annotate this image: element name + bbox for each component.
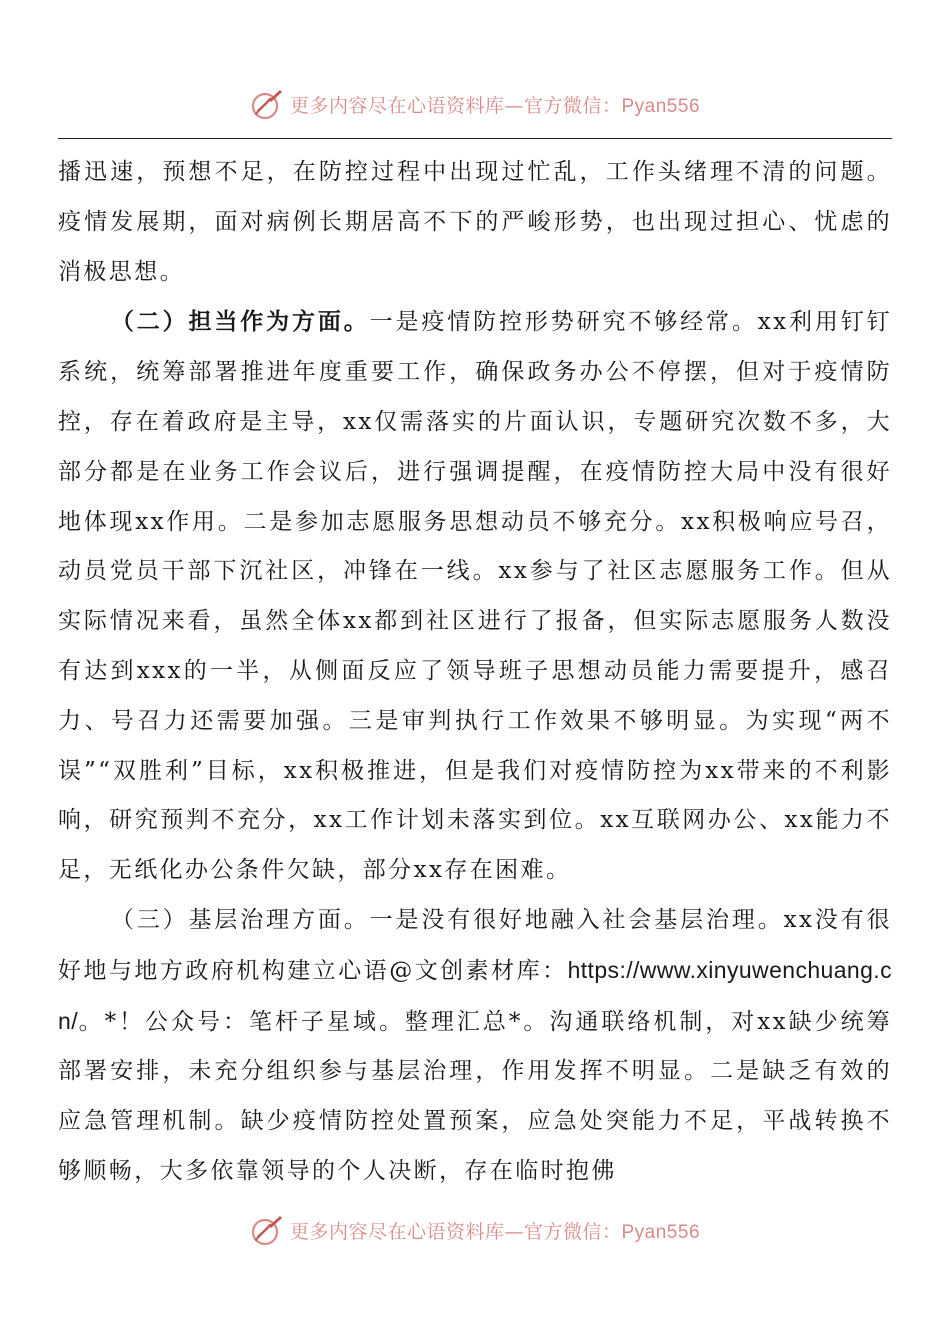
footer-watermark-banner [0, 1206, 950, 1254]
watermark-url: https://www.xinyuwenchuang.cn/ [58, 956, 892, 1034]
paragraph-continuation: 播迅速，预想不足，在防控过程中出现过忙乱，工作头绪理不清的问题。疫情发展期，面对病例长期居高不下的严峻形势，也出现过担心、忧虑的消极思想。 [58, 159, 892, 285]
paragraph-grassroots: （三）基层治理方面。一是没有很好地融入社会基层治理。xx没有很好地与地方政府机构建立心语@文创素材库：https://www.xinyuwenchuang.cn/。*！公众号：笔杆子星域。整理汇总*。沟通联络机制，对xx缺少统筹部署安排，未充分组织参与基层治理，作用发挥不明显。二是缺乏有效的应急管理机制。缺少疫情防控处置预案，应急处突能力不足，平战转换不够顺畅，大多依靠领导的个人决断，存在临时抱佛 [58, 906, 892, 1184]
document-body [58, 148, 892, 1197]
header-divider [58, 138, 892, 139]
footer-watermark-text: 更多内容尽在心语资料库—官方微信：Pyan556 [289, 1220, 701, 1243]
section-heading-2: （二）担当作为方面。 [110, 308, 370, 336]
paragraph-accountability: （二）担当作为方面。一是疫情防控形势研究不够经常。xx利用钉钉系统，统筹部署推进年度重要工作，确保政务办公不停摆，但对于疫情防控，存在着政府是主导，xx仅需落实的片面认识，专题研究次数不多，大部分都是在业务工作会议后，进行强调提醒，在疫情防控大局中没有很好地体现xx作用。二是参加志愿服务思想动员不够充分。xx积极响应号召，动员党员干部下沉社区，冲锋在一线。xx参与了社区志愿服务工作。但从实际情况来看，虽然全体xx都到社区进行了报备，但实际志愿服务人数没有达到xxx的一半，从侧面反应了领导班子思想动员能力需要提升，感召力、号召力还需要加强。三是审判执行工作效果不够明显。为实现“两不误”“双胜利”目标，xx积极推进，但是我们对疫情防控为xx带来的不利影响，研究预判不充分，xx工作计划未落实到位。xx互联网办公、xx能力不足，无纸化办公条件欠缺，部分xx存在困难。 [58, 308, 893, 884]
header-watermark-text: 更多内容尽在心语资料库—官方微信：Pyan556 [289, 94, 701, 117]
pen-logo-icon [250, 87, 284, 121]
header-watermark-banner [0, 80, 950, 128]
pen-logo-icon [250, 1213, 284, 1247]
